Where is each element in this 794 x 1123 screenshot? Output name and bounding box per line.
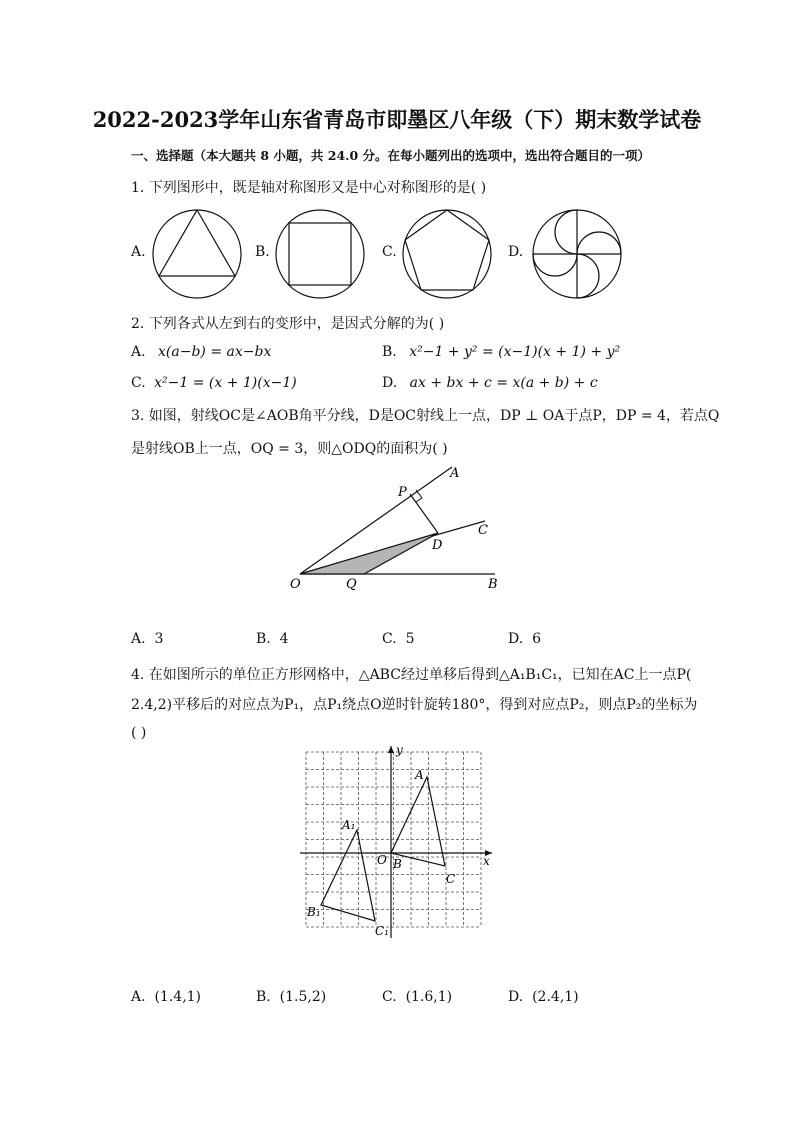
label-q: Q	[346, 577, 357, 592]
q2-option-a[interactable]	[131, 344, 271, 360]
q2-option-b-text: x²−1 + y² = (x−1)(x + 1) + y²	[409, 344, 621, 360]
segment-dp	[410, 494, 438, 533]
q1-stem: 1. 下列图形中，既是轴对称图形又是中心对称图形的是( )	[131, 180, 487, 196]
page-title: 2022-2023学年山东省青岛市即墨区八年级（下）期末数学试卷	[92, 107, 702, 132]
label-a1: A₁	[342, 818, 356, 832]
q1-option-b-label[interactable]: B.	[255, 244, 270, 260]
label-d: D	[432, 538, 443, 553]
q3-stem-line1: 3. 如图，射线OC是∠AOB角平分线，D是OC射线上一点，DP ⊥ OA于点P，DP = 4，若点Q	[131, 408, 720, 424]
q4-figure-grid	[296, 742, 496, 942]
label-p: P	[398, 485, 407, 500]
q2-option-c-label: C.	[131, 375, 146, 391]
q3-figure-angle-bisector	[280, 460, 520, 595]
q1-figure-d-circle-pinwheel[interactable]	[531, 208, 623, 300]
q2-option-a-text: x(a−b) = ax−bx	[158, 344, 272, 360]
q2-option-d[interactable]	[382, 375, 598, 391]
q1-figure-c-circle-pentagon[interactable]	[401, 208, 493, 300]
q1-option-c-label[interactable]: C.	[382, 244, 397, 260]
q4-option-c[interactable]: C. (1.6,1)	[382, 989, 453, 1005]
q4-option-d[interactable]: D. (2.4,1)	[508, 989, 579, 1005]
label-a: A	[415, 768, 424, 782]
q2-option-b-label: B.	[382, 344, 397, 360]
q1-option-d-label[interactable]: D.	[508, 244, 524, 260]
q2-option-d-text: ax + bx + c = x(a + b) + c	[409, 375, 598, 391]
q2-option-a-label: A.	[131, 344, 146, 360]
label-a: A	[450, 466, 460, 481]
q3-stem-line2: 是射线OB上一点，OQ = 3，则△ODQ的面积为( )	[131, 441, 448, 457]
right-angle-mark	[416, 490, 422, 502]
triangle-odq-shaded	[300, 533, 438, 574]
q4-option-b[interactable]: B. (1.5,2)	[256, 989, 327, 1005]
label-x: x	[483, 854, 490, 868]
q2-stem: 2. 下列各式从左到右的变形中，是因式分解的为( )	[131, 316, 445, 332]
section-heading: 一、选择题（本大题共 8 小题，共 24.0 分。在每小题列出的选项中，选出符合题目的一项）	[131, 148, 651, 163]
q1-option-a-label[interactable]: A.	[131, 244, 146, 260]
q3-option-b[interactable]: B. 4	[256, 631, 289, 647]
label-b1: B₁	[307, 905, 321, 919]
q2-option-c-text: x²−1 = (x + 1)(x−1)	[154, 375, 297, 391]
q4-stem-line1: 4. 在如图所示的单位正方形网格中，△ABC经过单移后得到△A₁B₁C₁，已知在AC上一点P(	[131, 667, 692, 683]
label-y: y	[396, 743, 403, 757]
dashed-grid	[306, 752, 481, 927]
q1-figure-b-circle-square[interactable]	[274, 208, 366, 300]
q3-option-d[interactable]: D. 6	[508, 631, 542, 647]
q2-option-c[interactable]	[131, 375, 297, 391]
q4-stem-line2: 2.4,2)平移后的对应点为P₁，点P₁绕点O逆时针旋转180°，得到对应点P₂，则点P₂的坐标为	[131, 697, 698, 713]
label-o: O	[290, 577, 301, 592]
q3-option-c[interactable]: C. 5	[382, 631, 415, 647]
triangle-a1b1c1	[321, 830, 375, 921]
q2-option-d-label: D.	[382, 375, 398, 391]
q3-option-a[interactable]: A. 3	[131, 631, 164, 647]
label-c: C	[446, 872, 456, 886]
label-b: B	[488, 577, 498, 592]
label-c: C	[478, 523, 488, 538]
q4-stem-line3: ( )	[131, 725, 147, 741]
label-o: O	[377, 853, 387, 867]
label-c1: C₁	[375, 924, 389, 938]
y-axis-arrow	[388, 746, 394, 753]
q1-figure-a-circle-triangle[interactable]	[151, 208, 243, 300]
label-b: B	[393, 857, 402, 871]
q4-option-a[interactable]: A. (1.4,1)	[131, 989, 202, 1005]
q2-option-b[interactable]	[382, 344, 620, 360]
